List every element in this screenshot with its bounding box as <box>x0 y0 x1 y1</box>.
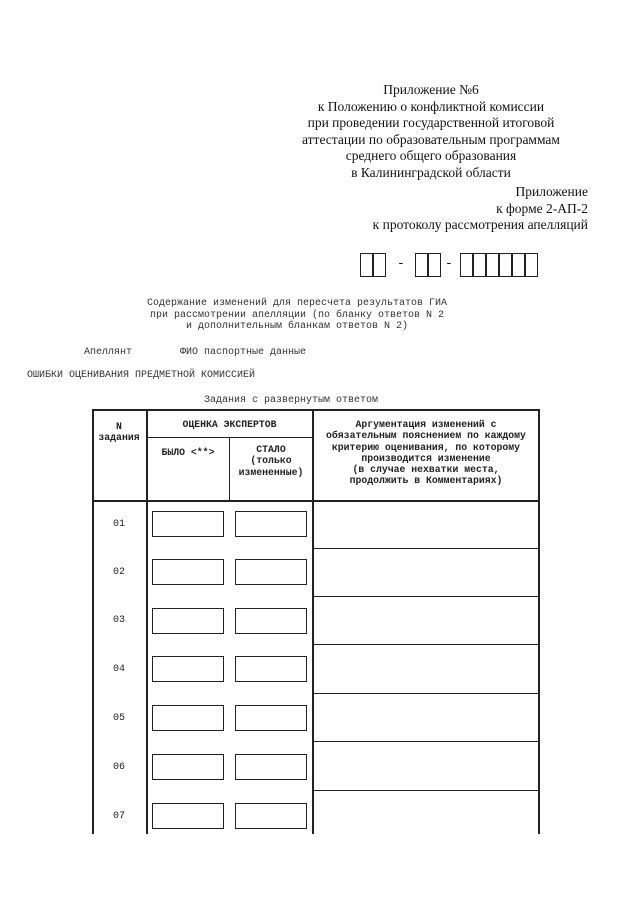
task-number: 01 <box>112 519 125 530</box>
code-cell[interactable] <box>525 253 538 277</box>
appellant-label: Апеллянт <box>84 347 133 358</box>
code-separator: - <box>445 256 453 271</box>
task-number: 05 <box>112 713 125 724</box>
code-cell[interactable] <box>373 253 386 277</box>
task-number: 04 <box>112 664 125 675</box>
score-was-field[interactable] <box>152 705 224 731</box>
score-was-field[interactable] <box>152 656 224 682</box>
header-line: Приложение №6 <box>383 82 479 97</box>
col-header-became-line: измененные) <box>238 466 304 478</box>
score-was-field[interactable] <box>152 803 224 829</box>
appellant-row <box>84 347 306 358</box>
col-header-argument-line: Аргументация изменений с <box>355 419 497 430</box>
content-title-line: при рассмотрении апелляции (по бланку ответов N 2 <box>149 309 445 321</box>
score-became-field[interactable] <box>235 511 307 537</box>
code-cell[interactable] <box>360 253 373 277</box>
code-cell[interactable] <box>499 253 512 277</box>
score-was-field[interactable] <box>152 754 224 780</box>
appellant-value: ФИО паспортные данные <box>180 347 307 358</box>
code-cell[interactable] <box>460 253 473 277</box>
code-cell[interactable] <box>473 253 486 277</box>
code-cell[interactable] <box>428 253 441 277</box>
score-became-field[interactable] <box>235 608 307 634</box>
col-header-argument-line: производится изменение <box>361 452 491 464</box>
col-header-argument-line: продолжить в Комментариях) <box>349 475 503 487</box>
score-became-field[interactable] <box>235 754 307 780</box>
header-line: среднего общего образования <box>345 148 517 164</box>
appendix-subheader <box>360 184 588 234</box>
subheader-line: к форме 2-АП-2 <box>496 200 588 216</box>
score-became-field[interactable] <box>235 656 307 682</box>
header-line: к Положению о конфликтной комиссии <box>317 98 545 114</box>
appendix-header <box>300 82 562 182</box>
col-header-became <box>231 444 311 478</box>
subheader-line: Приложение <box>515 184 588 199</box>
col-header-task <box>94 421 144 444</box>
header-line: в Калининградской области <box>351 164 511 180</box>
score-was-field[interactable] <box>152 559 224 585</box>
header-line: при проведении государственной итоговой <box>307 115 555 131</box>
col-header-was: БЫЛО <**> <box>161 447 215 458</box>
col-header-task-line: N <box>116 421 122 432</box>
score-became-field[interactable] <box>235 559 307 585</box>
subheader-line: к протоколу рассмотрения апелляций <box>372 217 588 233</box>
table-caption: Задания с развернутым ответом <box>204 395 379 406</box>
col-header-became-line: (только <box>250 455 292 467</box>
col-header-argument-line: (в случае нехватки места, <box>352 464 500 476</box>
task-number: 03 <box>112 615 125 626</box>
errors-heading: ОШИБКИ ОЦЕНИВАНИЯ ПРЕДМЕТНОЙ КОМИССИЕЙ <box>27 370 256 381</box>
code-cell[interactable] <box>486 253 499 277</box>
header-line: аттестации по образовательным программам <box>302 131 560 147</box>
col-header-argument-line: обязательным пояснением по каждому <box>326 430 526 442</box>
task-number: 07 <box>112 811 125 822</box>
col-header-argument <box>314 419 538 487</box>
task-number: 02 <box>112 567 125 578</box>
col-header-argument-line: критерию оценивания, по которому <box>331 441 521 453</box>
code-separator: - <box>397 256 405 271</box>
col-header-task-line: задания <box>98 432 140 444</box>
content-title <box>120 298 474 333</box>
score-was-field[interactable] <box>152 511 224 537</box>
score-became-field[interactable] <box>235 705 307 731</box>
score-was-field[interactable] <box>152 608 224 634</box>
code-cell[interactable] <box>512 253 525 277</box>
task-number: 06 <box>112 762 125 773</box>
col-header-became-line: СТАЛО <box>256 444 286 455</box>
code-cell[interactable] <box>415 253 428 277</box>
content-title-line: Содержание изменений для пересчета результатов ГИА <box>146 298 448 309</box>
col-header-experts: ОЦЕНКА ЭКСПЕРТОВ <box>182 419 277 430</box>
content-title-line: и дополнительным бланкам ответов N 2) <box>185 321 409 332</box>
score-became-field[interactable] <box>235 803 307 829</box>
